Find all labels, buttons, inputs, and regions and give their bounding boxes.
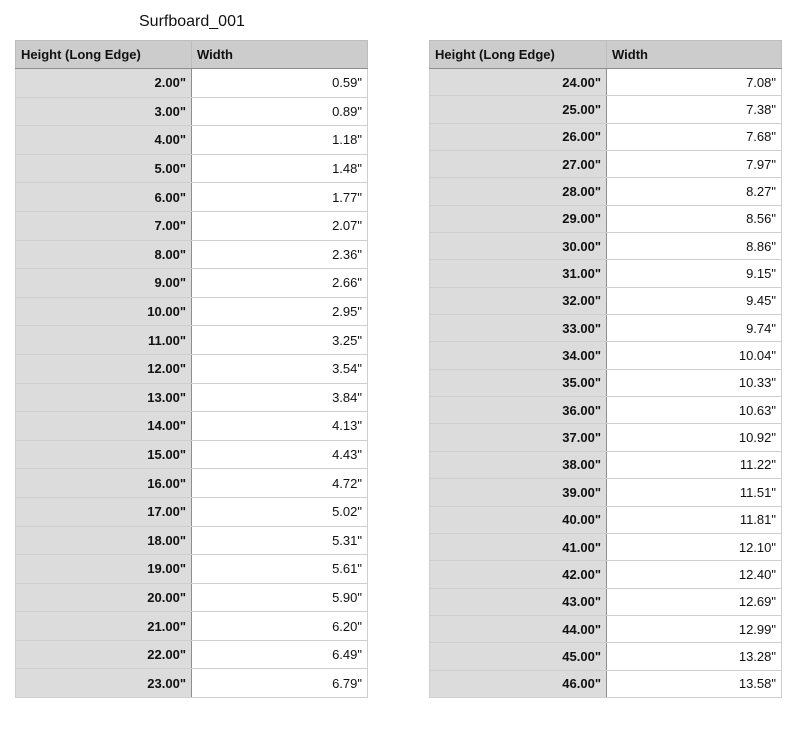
height-cell: 22.00": [16, 640, 192, 669]
height-cell: 19.00": [16, 555, 192, 584]
table-row: [430, 151, 782, 178]
table-row: [16, 640, 368, 669]
column-header-width: Width: [192, 41, 368, 69]
height-cell: 31.00": [430, 260, 607, 287]
height-cell: 16.00": [16, 469, 192, 498]
width-cell: 7.38": [607, 96, 782, 123]
width-cell: 2.07": [192, 211, 368, 240]
width-cell: 11.51": [607, 479, 782, 506]
height-cell: 7.00": [16, 211, 192, 240]
width-cell: 4.72": [192, 469, 368, 498]
height-cell: 44.00": [430, 615, 607, 642]
width-cell: 3.54": [192, 354, 368, 383]
height-cell: 24.00": [430, 69, 607, 96]
height-cell: 9.00": [16, 269, 192, 298]
table-row: [430, 670, 782, 697]
height-cell: 33.00": [430, 315, 607, 342]
height-cell: 10.00": [16, 297, 192, 326]
table-row: [16, 240, 368, 269]
table-row: [16, 126, 368, 155]
table-row: [430, 287, 782, 314]
column-header-height: Height (Long Edge): [16, 41, 192, 69]
size-table-left: [15, 40, 368, 698]
width-cell: 13.58": [607, 670, 782, 697]
table-row: [430, 561, 782, 588]
width-cell: 5.90": [192, 583, 368, 612]
height-cell: 37.00": [430, 424, 607, 451]
document-title: Surfboard_001: [139, 13, 245, 30]
table-row: [430, 315, 782, 342]
height-cell: 15.00": [16, 440, 192, 469]
table-row: [430, 260, 782, 287]
width-cell: 10.33": [607, 369, 782, 396]
height-cell: 4.00": [16, 126, 192, 155]
height-cell: 27.00": [430, 151, 607, 178]
width-cell: 6.20": [192, 612, 368, 641]
height-cell: 25.00": [430, 96, 607, 123]
height-cell: 46.00": [430, 670, 607, 697]
height-cell: 21.00": [16, 612, 192, 641]
width-cell: 10.63": [607, 397, 782, 424]
height-cell: 40.00": [430, 506, 607, 533]
width-cell: 6.49": [192, 640, 368, 669]
table-row: [16, 383, 368, 412]
height-cell: 35.00": [430, 369, 607, 396]
width-cell: 8.27": [607, 178, 782, 205]
table-row: [430, 479, 782, 506]
width-cell: 12.40": [607, 561, 782, 588]
width-cell: 10.92": [607, 424, 782, 451]
table-row: [16, 154, 368, 183]
height-cell: 12.00": [16, 354, 192, 383]
table-row: [430, 96, 782, 123]
table-header-row: [430, 41, 782, 69]
width-cell: 0.89": [192, 97, 368, 126]
width-cell: 10.04": [607, 342, 782, 369]
width-cell: 2.36": [192, 240, 368, 269]
table-row: [430, 178, 782, 205]
height-cell: 26.00": [430, 123, 607, 150]
width-cell: 7.97": [607, 151, 782, 178]
table-row: [430, 615, 782, 642]
height-cell: 17.00": [16, 497, 192, 526]
width-cell: 2.95": [192, 297, 368, 326]
width-cell: 4.13": [192, 412, 368, 441]
width-cell: 7.08": [607, 69, 782, 96]
height-cell: 6.00": [16, 183, 192, 212]
width-cell: 12.99": [607, 615, 782, 642]
width-cell: 9.15": [607, 260, 782, 287]
width-cell: 2.66": [192, 269, 368, 298]
table-row: [16, 412, 368, 441]
width-cell: 5.61": [192, 555, 368, 584]
width-cell: 7.68": [607, 123, 782, 150]
table-row: [430, 643, 782, 670]
table-row: [16, 440, 368, 469]
height-cell: 36.00": [430, 397, 607, 424]
table-row: [430, 588, 782, 615]
width-cell: 5.31": [192, 526, 368, 555]
height-cell: 14.00": [16, 412, 192, 441]
column-header-width: Width: [607, 41, 782, 69]
table-row: [430, 369, 782, 396]
width-cell: 0.59": [192, 69, 368, 98]
width-cell: 11.22": [607, 451, 782, 478]
height-cell: 32.00": [430, 287, 607, 314]
table-header-row: [16, 41, 368, 69]
table-row: [16, 583, 368, 612]
height-cell: 38.00": [430, 451, 607, 478]
table-row: [16, 183, 368, 212]
width-cell: 1.77": [192, 183, 368, 212]
height-cell: 23.00": [16, 669, 192, 698]
table-row: [16, 669, 368, 698]
width-cell: 3.25": [192, 326, 368, 355]
table-row: [16, 269, 368, 298]
table-row: [16, 211, 368, 240]
width-cell: 1.18": [192, 126, 368, 155]
table-row: [16, 526, 368, 555]
height-cell: 11.00": [16, 326, 192, 355]
height-cell: 41.00": [430, 533, 607, 560]
table-row: [430, 205, 782, 232]
height-cell: 45.00": [430, 643, 607, 670]
table-row: [430, 424, 782, 451]
width-cell: 5.02": [192, 497, 368, 526]
height-cell: 18.00": [16, 526, 192, 555]
table-row: [430, 123, 782, 150]
table-row: [430, 506, 782, 533]
table-row: [16, 354, 368, 383]
size-table-right: [429, 40, 782, 698]
height-cell: 5.00": [16, 154, 192, 183]
width-cell: 9.74": [607, 315, 782, 342]
table-row: [16, 555, 368, 584]
height-cell: 8.00": [16, 240, 192, 269]
height-cell: 39.00": [430, 479, 607, 506]
width-cell: 8.56": [607, 205, 782, 232]
table-row: [430, 533, 782, 560]
width-cell: 1.48": [192, 154, 368, 183]
height-cell: 29.00": [430, 205, 607, 232]
width-cell: 9.45": [607, 287, 782, 314]
width-cell: 8.86": [607, 233, 782, 260]
table-row: [430, 451, 782, 478]
width-cell: 12.69": [607, 588, 782, 615]
table-row: [430, 233, 782, 260]
height-cell: 42.00": [430, 561, 607, 588]
height-cell: 3.00": [16, 97, 192, 126]
width-cell: 11.81": [607, 506, 782, 533]
height-cell: 2.00": [16, 69, 192, 98]
table-row: [16, 497, 368, 526]
height-cell: 20.00": [16, 583, 192, 612]
height-cell: 30.00": [430, 233, 607, 260]
height-cell: 43.00": [430, 588, 607, 615]
width-cell: 3.84": [192, 383, 368, 412]
table-row: [16, 469, 368, 498]
table-row: [430, 342, 782, 369]
table-row: [430, 397, 782, 424]
table-row: [16, 69, 368, 98]
table-row: [430, 69, 782, 96]
column-header-height: Height (Long Edge): [430, 41, 607, 69]
height-cell: 13.00": [16, 383, 192, 412]
table-row: [16, 97, 368, 126]
table-row: [16, 612, 368, 641]
width-cell: 6.79": [192, 669, 368, 698]
height-cell: 34.00": [430, 342, 607, 369]
table-row: [16, 297, 368, 326]
width-cell: 4.43": [192, 440, 368, 469]
width-cell: 13.28": [607, 643, 782, 670]
height-cell: 28.00": [430, 178, 607, 205]
width-cell: 12.10": [607, 533, 782, 560]
table-row: [16, 326, 368, 355]
